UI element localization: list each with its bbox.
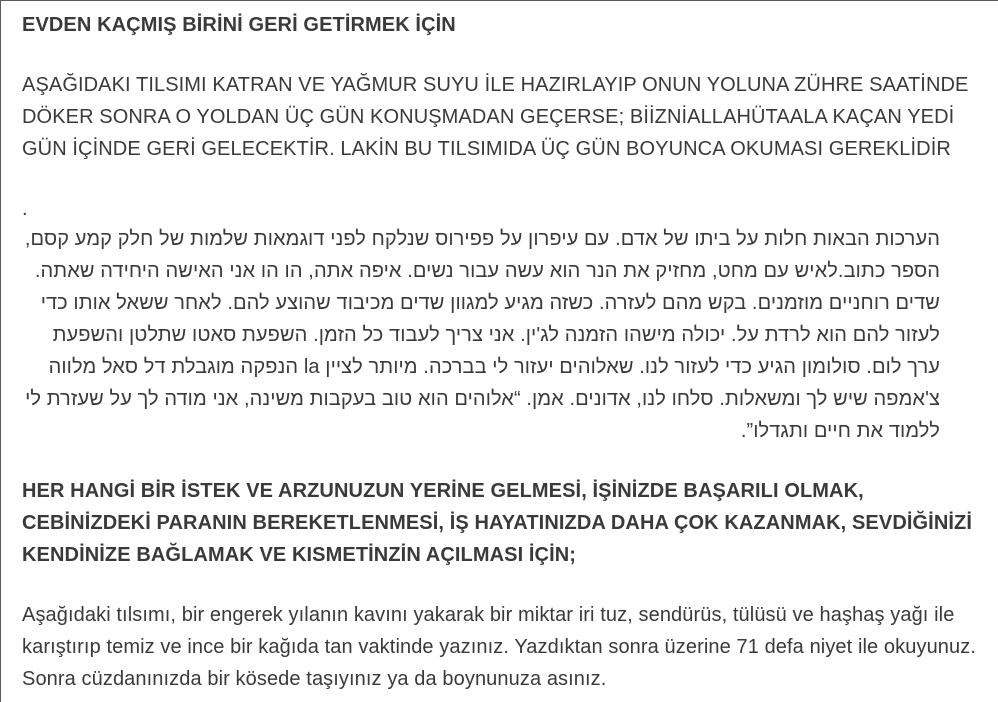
- instruction-paragraph: Aşağıdaki tılsımı, bir engerek yılanın kavını yakarak bir miktar iri tuz, sendürüs, tülüsü ve haşhaş yağı ile karıştırıp temiz ve ince bir kağıda tan vaktinde yazınız. Yazdıktan sonra üzerine 71 defa niyet ile okuyunuz. Sonra cüzdanınızda bir kösede taşıyınız ya da boynunuza asınız.: [22, 604, 977, 690]
- document-content: [22, 9, 982, 695]
- section-heading: HER HANGİ BİR İSTEK VE ARZUNUZUN YERİNE GELMESİ, İŞİNİZDE BAŞARILI OLMAK, CEBİNİZDEKİ PARANIN BEREKETLENMESİ, İŞ HAYATINIZDA DAHA ÇOK KAZANMAK, SEVDİĞİNİZİ KENDİNİZE BAĞLAMAK VE KISMETİNZİN AÇILMASI İÇİN;: [22, 480, 973, 566]
- hebrew-paragraph: הערכות הבאות חלות על ביתו של אדם. עם עיפרון על פפירוס שנלקח לפני דוגמאות שלמות של חלק קמע קסם, הספר כתוב.לאיש עם מחט, מחזיק את הנר הוא עשה עבור נשים. איפה אתה, הו הו אני האישה היחידה שאתה. שדים רוחניים מוזמנים. בקש מהם לעזרה. כשזה מגיע למגוון שדים מכיבוד שהוצע להם. לאחר ששאל אותו כדי לעזור להם הוא לרדת על. יכולה מישהו הזמנה לג'ין. אני צריך לעבוד כל הזמן. השפעת סאטו שתלטן והשפעת ערך לום. סולומון הגיע כדי לעזור לנו. שאלוהים יעזור לי בברכה. מיותר לציין la הנפקה מוגבלת דל סאל מלווה צ'אמפה שיש לך ומשאלות. סלחו לנו, אדונים. אמן. “אלוהים הוא טוב בעקבות משינה, אני מודה לך על שעזרת לי ללמוד את חיים ותגדלו”.: [24, 228, 940, 442]
- separator-dot: .: [22, 198, 28, 220]
- ritual-paragraph: AŞAĞIDAKI TILSIMI KATRAN VE YAĞMUR SUYU İLE HAZIRLAYIP ONUN YOLUNA ZÜHRE SAATİNDE DÖKER SONRA O YOLDAN ÜÇ GÜN KONUŞMADAN GEÇERSE; BİİZNİALLAHÜTAALA KAÇAN YEDİ GÜN İÇİNDE GERİ GELECEKTİR. LAKİN BU TILSIMIDA ÜÇ GÜN BOYUNCA OKUMASI GEREKLİDİR: [22, 74, 969, 160]
- document-title: EVDEN KAÇMIŞ BİRİNİ GERİ GETİRMEK İÇİN: [22, 14, 456, 36]
